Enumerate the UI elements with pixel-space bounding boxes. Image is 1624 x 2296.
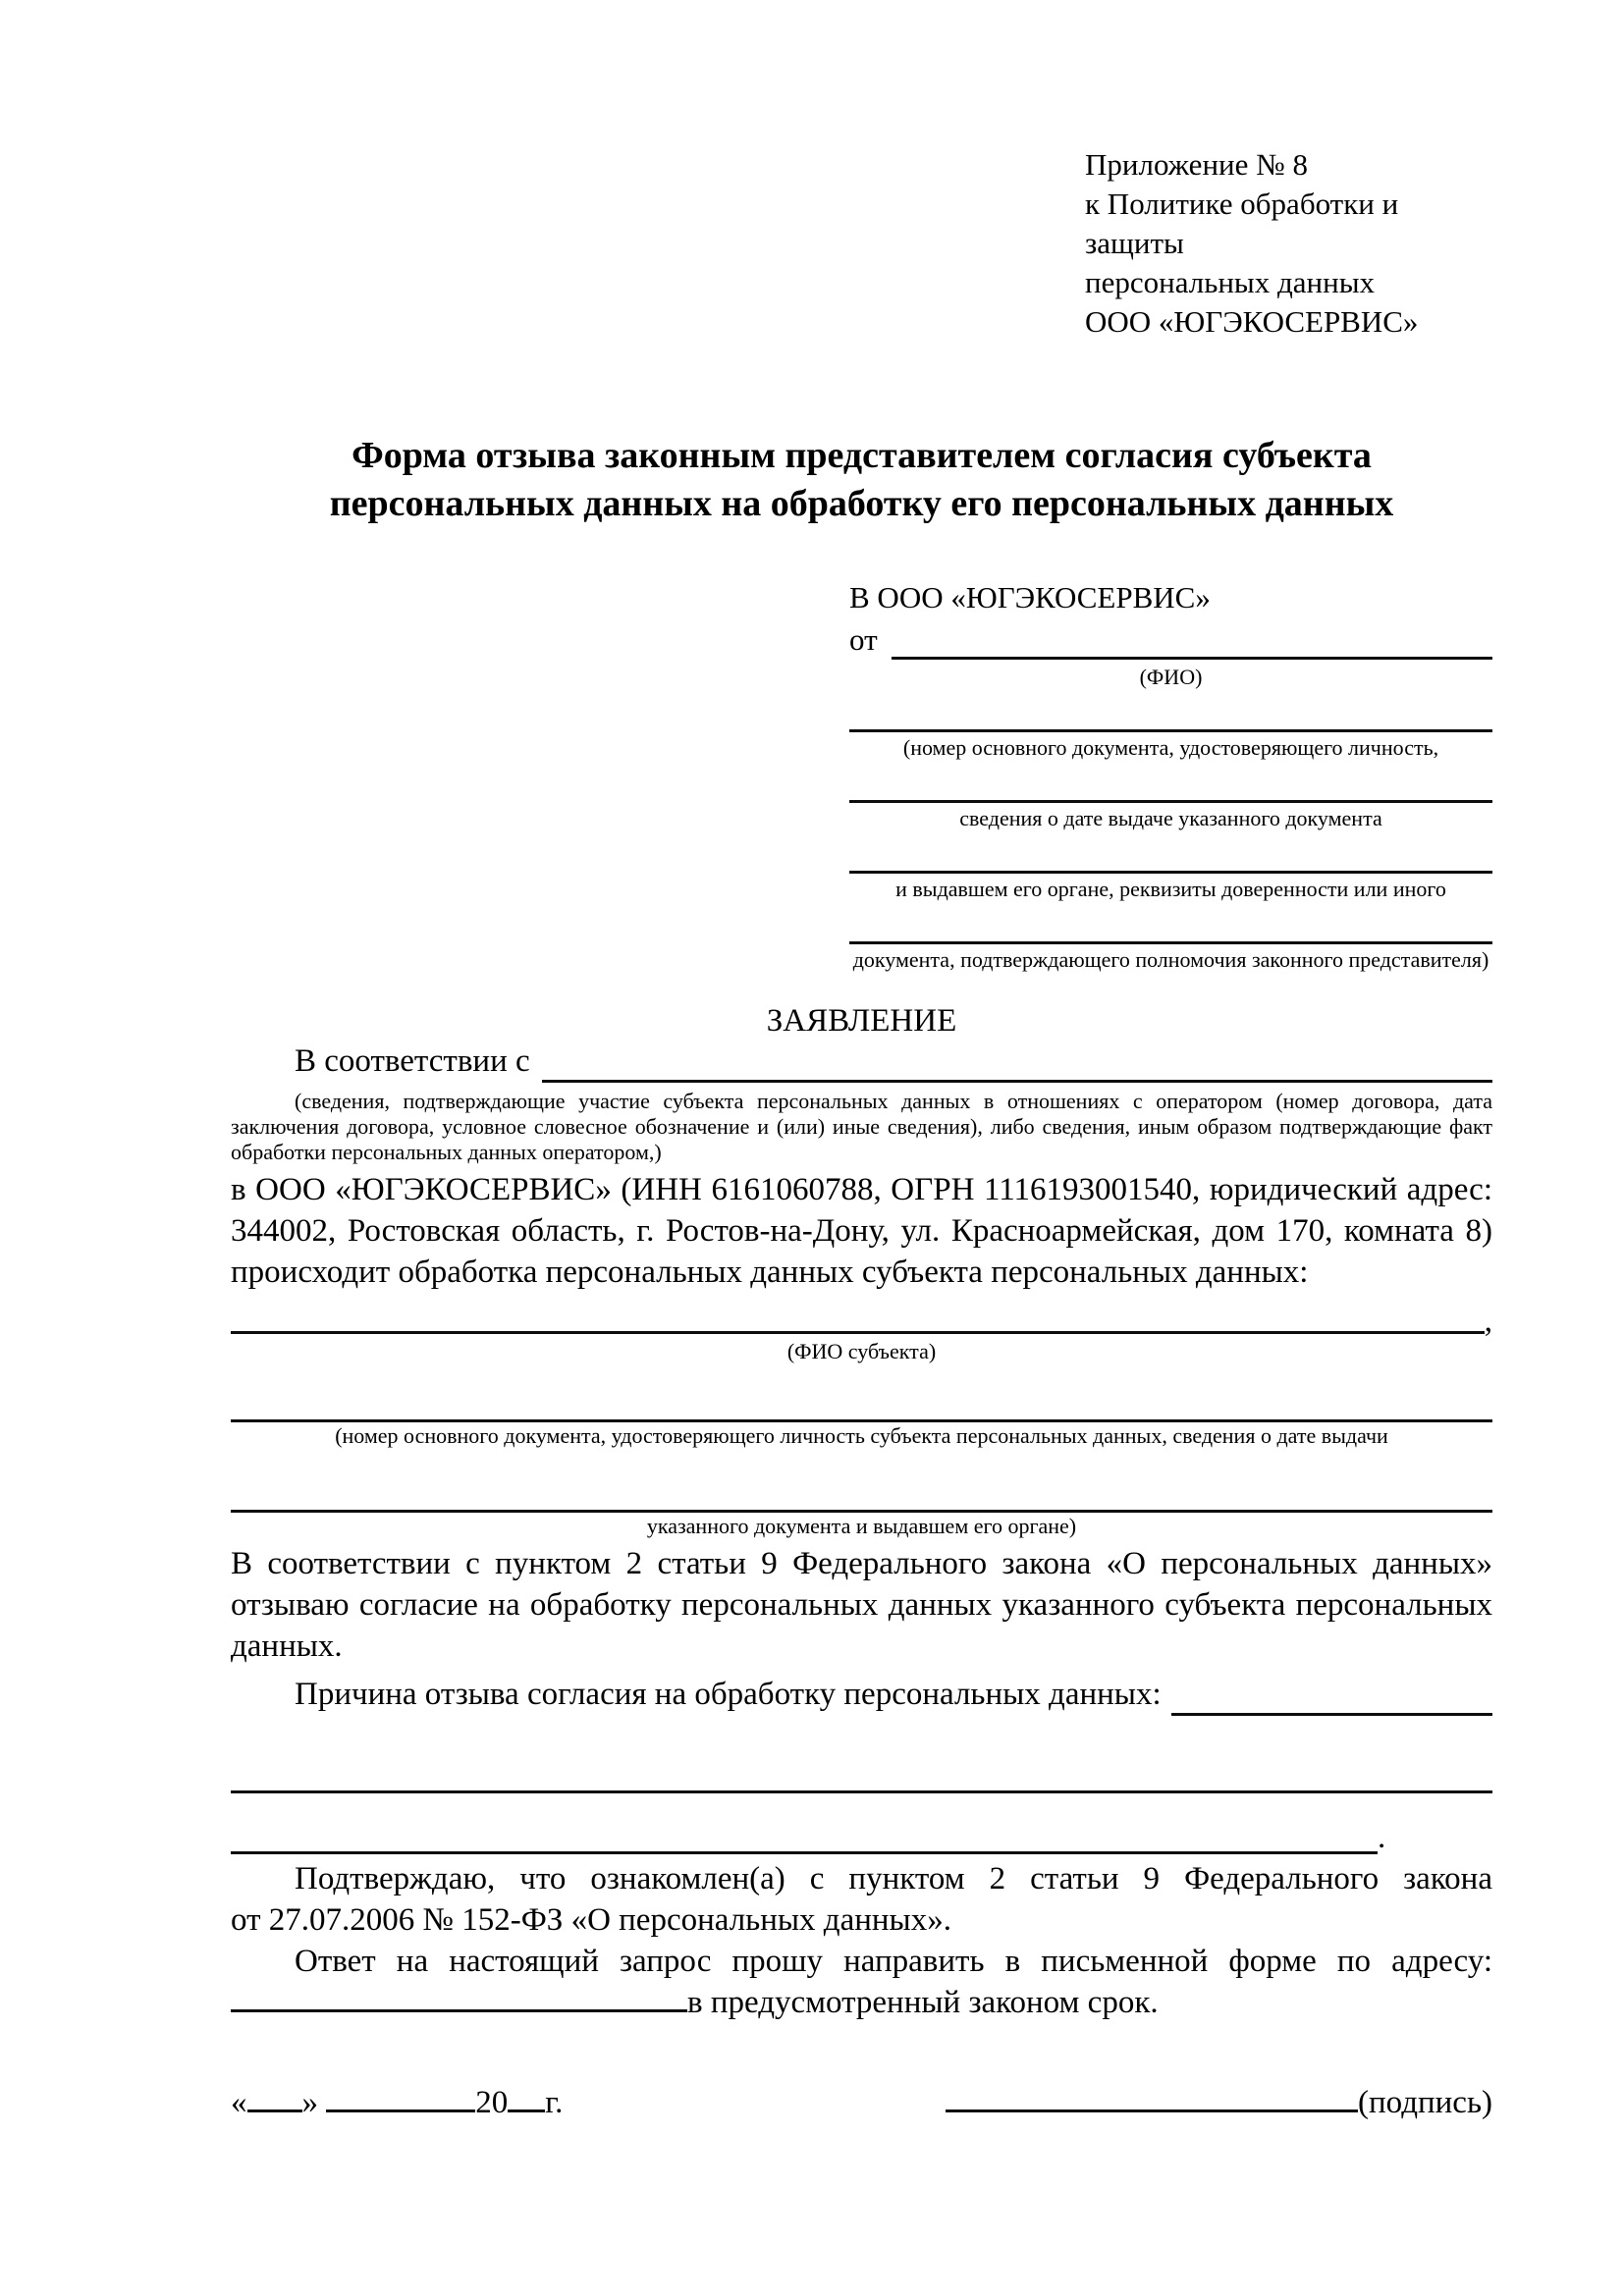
date-field: [231, 2082, 563, 2123]
withdrawal-paragraph: [231, 1543, 1492, 1667]
withdrawal-line: отзываю согласие на обработку персональных данных указанного субъекта персональных: [231, 1587, 1492, 1623]
blank-caption: и выдавшем его органе, реквизиты доверенности или иного: [895, 877, 1446, 901]
reason-label: Причина отзыва согласия на обработку персональных данных:: [295, 1677, 1162, 1712]
signature-field: [946, 2082, 1492, 2123]
subject-fio-row: [231, 1301, 1492, 1338]
operator-paragraph: [231, 1169, 1492, 1293]
operator-line: происходит обработка персональных данных субъекта персональных данных:: [231, 1255, 1309, 1290]
reply-address-row: [231, 1982, 1492, 2023]
address-blank-line: [231, 1982, 687, 2012]
subject-fio-blank-line: [231, 1301, 1485, 1334]
year-blank-line: [508, 2082, 545, 2112]
clarification-line: заключения договора, условное словесное обозначение и (или) иные сведения), либо сведения, иным образом подтверждающие факт: [231, 1114, 1492, 1139]
withdrawal-line: данных.: [231, 1629, 343, 1664]
quote-open: «: [231, 2085, 247, 2120]
confirmation-line: от 27.07.2006 № 152-ФЗ «О персональных данных».: [231, 1902, 951, 1938]
blank-caption: сведения о дате выдаче указанного документа: [959, 806, 1382, 830]
annex-line: к Политике обработки и защиты: [1085, 187, 1399, 260]
intro-row: [231, 1043, 1492, 1087]
intro-label: В соответствии с: [295, 1043, 530, 1079]
period-suffix: .: [1378, 1820, 1386, 1855]
subject-doc-caption: (номер основного документа, удостоверяющего личность субъекта персональных данных, сведения о дате выдачи: [335, 1423, 1388, 1448]
operator-line: 344002, Ростовская область, г. Ростов-на-Дону, ул. Красноармейская, дом 170, комната 8): [231, 1213, 1492, 1249]
blank-caption: документа, подтверждающего полномочия законного представителя): [852, 947, 1489, 972]
from-label: от: [849, 622, 878, 657]
addressee-organization: В ООО «ЮГЭКОСЕРВИС»: [849, 580, 1211, 614]
reply-request-line: Ответ на настоящий запрос прошу направить в письменной форме по адресу:: [295, 1944, 1492, 1979]
document-title: [231, 432, 1492, 528]
annex-line: персональных данных: [1085, 265, 1376, 299]
addressee-block: [849, 577, 1492, 973]
reason-blank-line: [1171, 1677, 1492, 1716]
reason-blank-line: [231, 1819, 1378, 1854]
representative-doc-blank-line: [849, 902, 1492, 944]
subject-fio-caption: (ФИО субъекта): [786, 1339, 937, 1363]
clarification-paragraph: [231, 1089, 1492, 1165]
reply-suffix: в предусмотренный законом срок.: [687, 1985, 1159, 2020]
withdrawal-line: В соответствии с пунктом 2 статьи 9 Федерального закона «О персональных данных»: [231, 1546, 1492, 1581]
footer-row: [231, 2082, 1492, 2123]
blank-caption: (номер основного документа, удостоверяющего личность,: [902, 735, 1439, 760]
subject-doc-blank-line: [231, 1384, 1492, 1422]
signature-blank-line: [946, 2082, 1358, 2112]
representative-doc-blank-line: [849, 831, 1492, 874]
fio-caption: (ФИО): [1139, 665, 1203, 689]
comma-suffix: ,: [1484, 1304, 1492, 1339]
annex-reference: [1085, 145, 1492, 342]
title-line: Форма отзыва законным представителем согласия субъекта: [352, 435, 1372, 476]
year-prefix: 20: [475, 2085, 509, 2120]
year-suffix: г.: [545, 2085, 564, 2120]
quote-close: »: [301, 2085, 318, 2120]
operator-line: в ООО «ЮГЭКОСЕРВИС» (ИНН 6161060788, ОГРН 1116193001540, юридический адрес:: [231, 1172, 1492, 1207]
confirmation-paragraph: [231, 1858, 1492, 1941]
annex-line: Приложение № 8: [1085, 147, 1308, 182]
clarification-line: обработки персональных данных оператором,): [231, 1140, 662, 1164]
subject-doc-caption: указанного документа и выдавшем его органе): [646, 1514, 1077, 1538]
confirmation-line: Подтверждаю, что ознакомлен(а) с пунктом 2 статьи 9 Федерального закона: [295, 1861, 1492, 1896]
clarification-line: (сведения, подтверждающие участие субъекта персональных данных в отношениях с оператором (номер договора, дата: [295, 1089, 1492, 1113]
month-blank-line: [326, 2082, 475, 2112]
reason-blank-row: [231, 1819, 1492, 1854]
subject-doc-blank-line: [231, 1474, 1492, 1513]
representative-doc-blank-line: [849, 761, 1492, 803]
reason-blank-line: [231, 1759, 1492, 1793]
basis-blank-line: [542, 1043, 1492, 1083]
signature-caption: (подпись): [1358, 2085, 1492, 2120]
reason-row: [231, 1677, 1492, 1720]
representative-doc-blank-line: [849, 690, 1492, 732]
annex-line: ООО «ЮГЭКОСЕРВИС»: [1085, 304, 1419, 339]
from-blank-line: [892, 622, 1492, 660]
day-blank-line: [247, 2082, 302, 2112]
from-row: [849, 622, 1492, 664]
statement-heading: ЗАЯВЛЕНИЕ: [766, 1003, 957, 1039]
title-line: персональных данных на обработку его персональных данных: [329, 483, 1394, 524]
